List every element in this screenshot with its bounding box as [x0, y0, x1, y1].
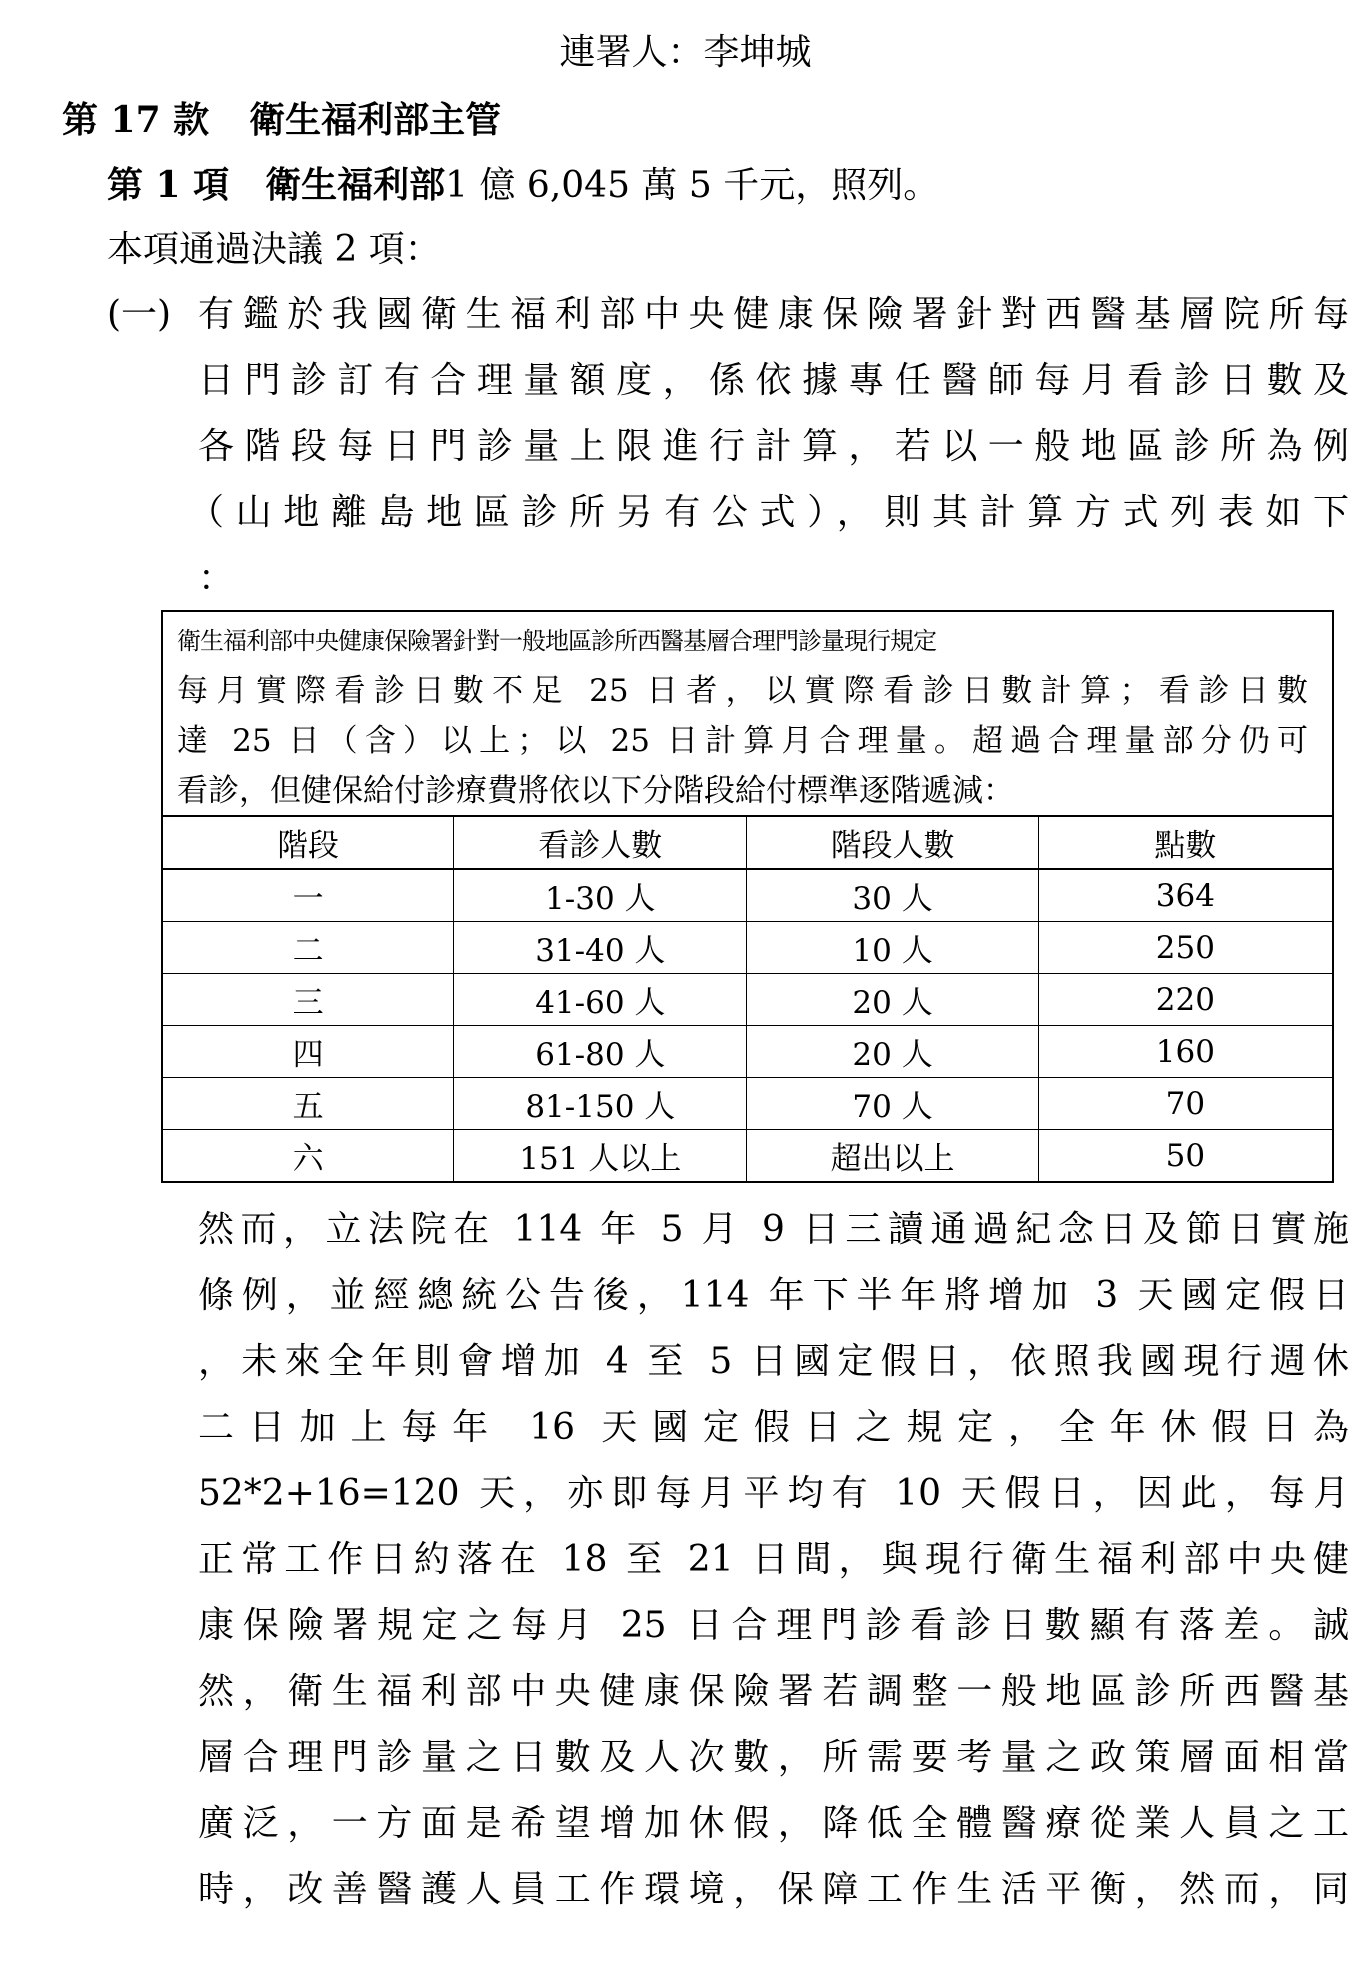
paragraph-line: 各階段每日門診量上限進行計算，若以一般地區診所為例: [198, 426, 1349, 467]
column-header: 階段: [163, 817, 454, 869]
clinic-quota-table: [161, 610, 1334, 1183]
table-cell: 31-40 人: [454, 922, 747, 974]
section-label: 第 17 款: [62, 99, 210, 141]
paragraph-line: ：: [198, 558, 235, 599]
item-title: 衛生福利部: [265, 164, 446, 206]
column-header: 階段人數: [747, 817, 1038, 869]
item-heading: [107, 152, 939, 218]
table-cell: 二: [163, 922, 454, 974]
table-cell: 30 人: [747, 869, 1038, 922]
table-cell: 一: [163, 869, 454, 922]
table-row: [163, 1026, 1332, 1078]
table-cell: 六: [163, 1130, 454, 1182]
paragraph-line: 層合理門診量之日數及人次數，所需要考量之政策層面相當: [198, 1737, 1349, 1778]
paragraph-line: 然而，立法院在 114 年 5 月 9 日三讀通過紀念日及節日實施: [198, 1209, 1349, 1250]
table-cell: 1-30 人: [454, 869, 747, 922]
section-heading: [62, 87, 501, 153]
table-cell: 四: [163, 1026, 454, 1078]
table-cell: 超出以上: [747, 1130, 1038, 1182]
section-title: 衛生福利部主管: [249, 99, 502, 141]
table-cell: 五: [163, 1078, 454, 1130]
table-cell: 20 人: [747, 1026, 1038, 1078]
table-header-row: [163, 817, 1332, 869]
tier-table: [163, 817, 1332, 1181]
para1-marker: (一): [107, 294, 172, 335]
table-row: [163, 974, 1332, 1026]
paragraph-line: 二日加上每年 16 天國定假日之規定，全年休假日為: [198, 1407, 1349, 1448]
table-cell: 61-80 人: [454, 1026, 747, 1078]
table-cell: 20 人: [747, 974, 1038, 1026]
table-cell: 70: [1038, 1078, 1332, 1130]
paragraph-line: 52*2+16=120 天，亦即每月平均有 10 天假日，因此，每月: [198, 1473, 1349, 1514]
table-cell: 10 人: [747, 922, 1038, 974]
table-row: [163, 922, 1332, 974]
paragraph-line: 條例，並經總統公告後，114 年下半年將增加 3 天國定假日: [198, 1275, 1349, 1316]
table-desc-line: 達 25 日（含）以上；以 25 日計算月合理量。超過合理量部分仍可: [177, 723, 1308, 759]
table-cell: 160: [1038, 1026, 1332, 1078]
table-row: [163, 1130, 1332, 1182]
table-cell: 220: [1038, 974, 1332, 1026]
item-label: 第 1 項: [107, 164, 230, 206]
paragraph-line: 然，衛生福利部中央健康保險署若調整一般地區診所西醫基: [198, 1671, 1349, 1712]
paragraph-line: （山地離島地區診所另有公式），則其計算方式列表如下: [188, 492, 1349, 533]
paragraph-line: 有鑑於我國衛生福利部中央健康保險署針對西醫基層院所每: [198, 294, 1349, 335]
table-cell: 三: [163, 974, 454, 1026]
table-cell: 364: [1038, 869, 1332, 922]
item-amount: 1 億 6,045 萬 5 千元，照列。: [445, 165, 940, 206]
paragraph-line: 康保險署規定之每月 25 日合理門診看診日數顯有落差。誠: [198, 1605, 1349, 1646]
paragraph-line: ，未來全年則會增加 4 至 5 日國定假日，依照我國現行週休: [198, 1341, 1349, 1382]
paragraph-line: 正常工作日約落在 18 至 21 日間，與現行衛生福利部中央健: [198, 1539, 1349, 1580]
table-cell: 81-150 人: [454, 1078, 747, 1130]
paragraph-line: 時，改善醫護人員工作環境，保障工作生活平衡，然而，同: [198, 1869, 1349, 1910]
table-desc-line: 每月實際看診日數不足 25 日者，以實際看診日數計算；看診日數: [177, 673, 1308, 709]
resolution-intro: 本項通過決議 2 項：: [107, 229, 441, 270]
table-title: 衛生福利部中央健康保險署針對一般地區診所西醫基層合理門診量現行規定: [177, 627, 936, 655]
table-row: [163, 869, 1332, 922]
column-header: 看診人數: [454, 817, 747, 869]
table-cell: 250: [1038, 922, 1332, 974]
signer-line: 連署人：李坤城: [559, 32, 812, 73]
table-description: [163, 612, 1332, 817]
column-header: 點數: [1038, 817, 1332, 869]
table-desc-line: 看診，但健保給付診療費將依以下分階段給付標準逐階遞減：: [177, 773, 1014, 809]
table-cell: 50: [1038, 1130, 1332, 1182]
paragraph-line: 廣泛，一方面是希望增加休假，降低全體醫療從業人員之工: [198, 1803, 1349, 1844]
paragraph-line: 日門診訂有合理量額度，係依據專任醫師每月看診日數及: [198, 360, 1349, 401]
table-row: [163, 1078, 1332, 1130]
table-cell: 41-60 人: [454, 974, 747, 1026]
table-cell: 151 人以上: [454, 1130, 747, 1182]
table-cell: 70 人: [747, 1078, 1038, 1130]
